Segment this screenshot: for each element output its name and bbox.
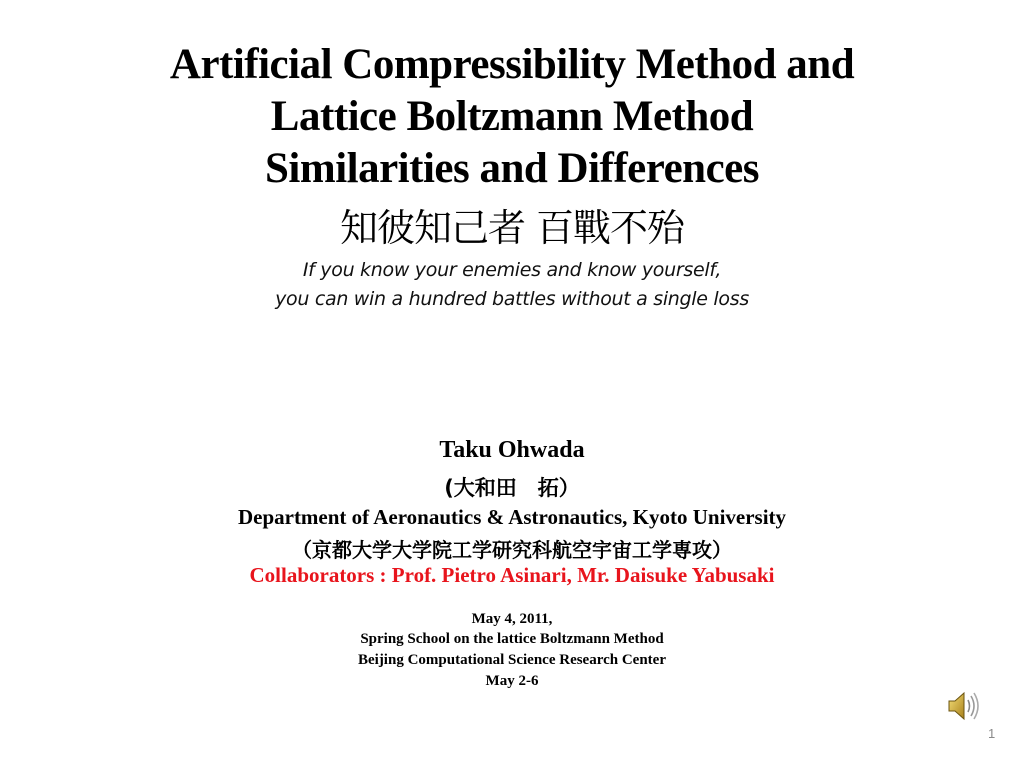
author-name-japanese: (大和田 拓） <box>444 476 580 500</box>
event-date: May 4, 2011, <box>471 611 553 627</box>
title-line-3: Similarities and Differences <box>265 145 759 192</box>
author-affiliation: Department of Aeronautics & Astronautics, Kyoto University <box>237 505 787 529</box>
event-dates: May 2-6 <box>485 673 539 689</box>
author-name: Taku Ohwada <box>439 437 585 463</box>
event-name: Spring School on the lattice Boltzmann Method <box>360 631 664 647</box>
quote-chinese: 知彼知己者 百戰不殆 <box>339 206 685 250</box>
event-venue: Beijing Computational Science Research Center <box>357 652 666 668</box>
collaborators: Collaborators : Prof. Pietro Asinari, Mr. Daisuke Yabusaki <box>249 563 775 587</box>
title-line-1: Artificial Compressibility Method and <box>169 41 855 88</box>
speaker-icon[interactable] <box>946 689 980 723</box>
quote-english-line-1: If you know your enemies and know yourself, <box>302 259 722 281</box>
author-affiliation-japanese: （京都大学大学院工学研究科航空宇宙工学専攻） <box>292 538 732 562</box>
page-number: 1 <box>988 726 996 741</box>
quote-english-line-2: you can win a hundred battles without a single loss <box>275 288 749 310</box>
title-line-2: Lattice Boltzmann Method <box>270 93 754 140</box>
